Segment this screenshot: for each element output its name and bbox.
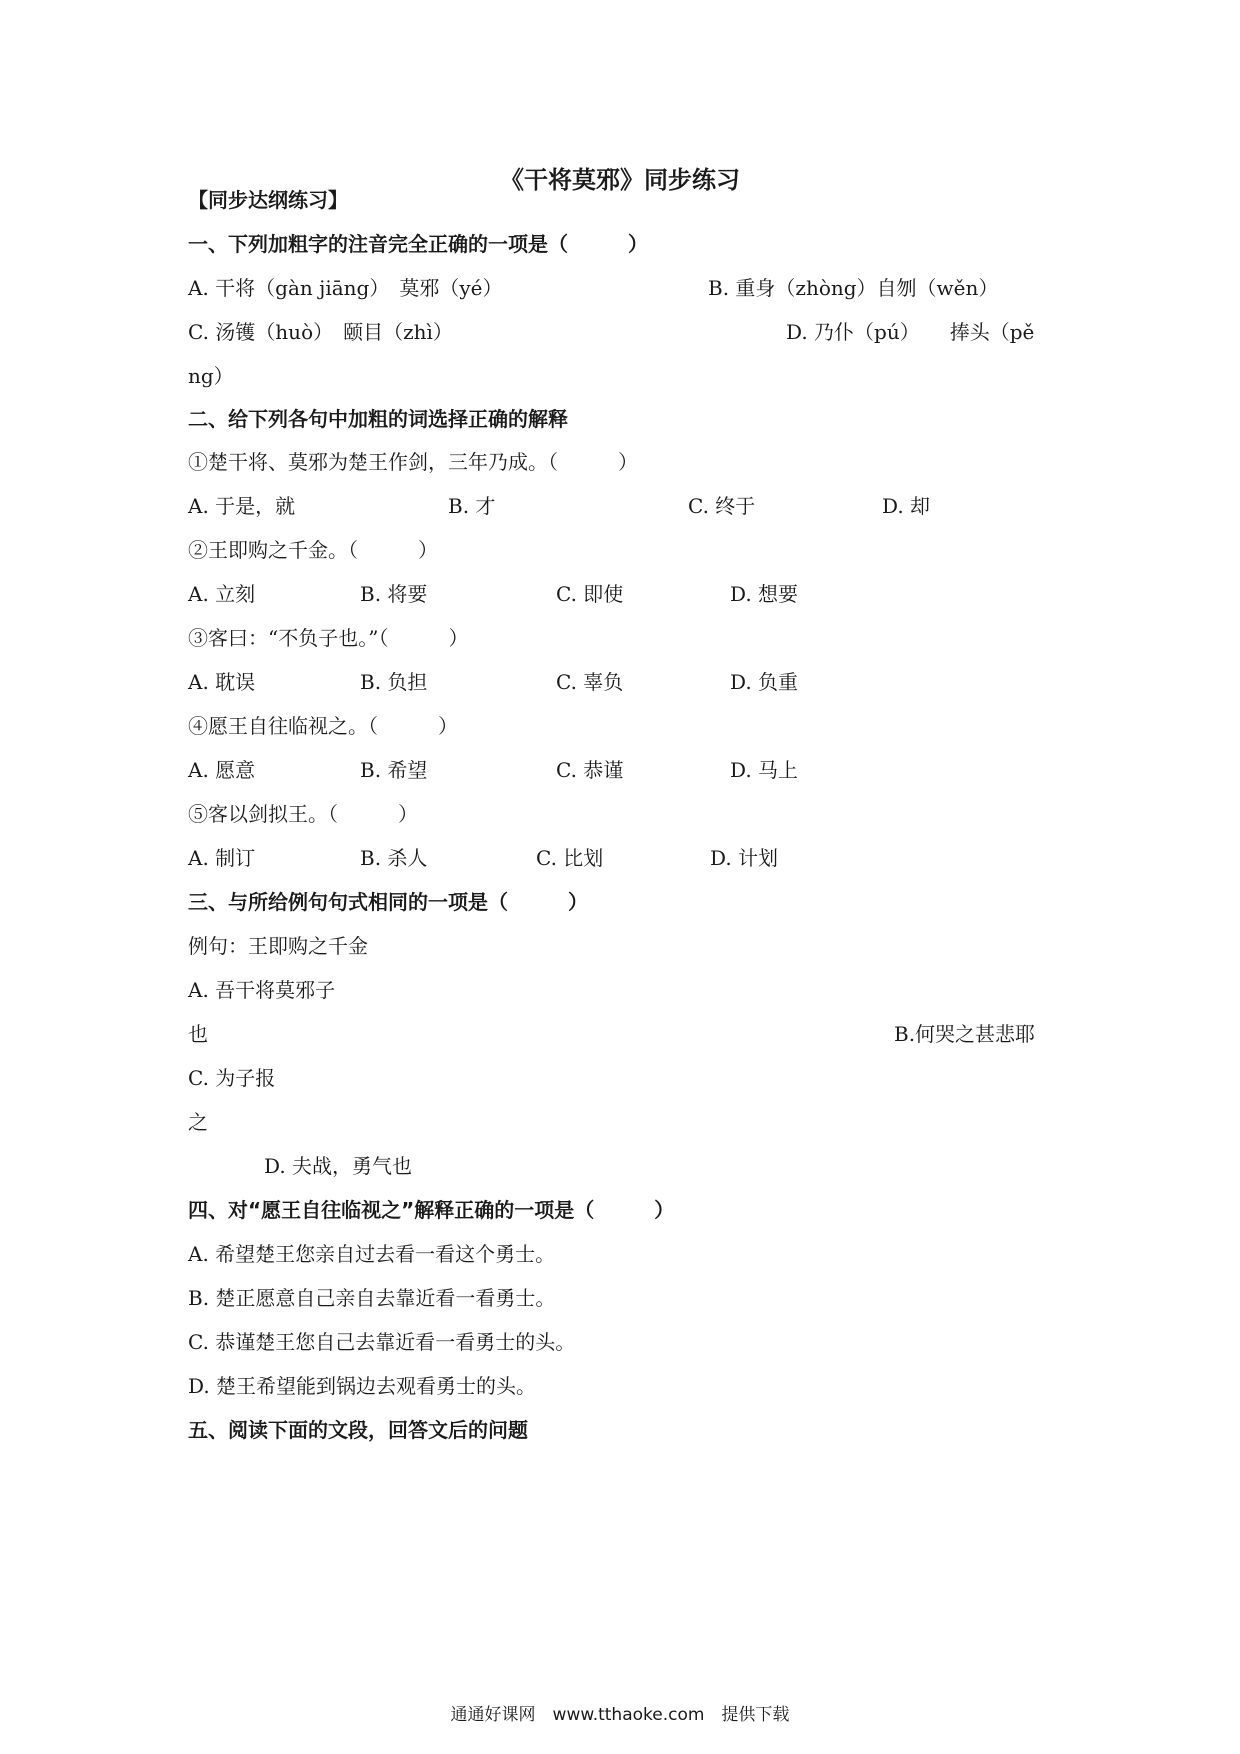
q1-option-c: C. 汤镬（huò） 颐目（zhì）: [188, 320, 453, 344]
q3-option-c: C. 为子报: [188, 1066, 276, 1090]
q2-item-3-option-d: D. 负重: [730, 670, 799, 694]
question-2-heading: 二、给下列各句中加粗的词选择正确的解释: [188, 407, 568, 431]
q1-option-a: A. 干将（gàn jiāng） 莫邪（yé）: [188, 276, 503, 300]
q2-item-4-option-a: A. 愿意: [188, 758, 256, 782]
q2-item-2-option-c: C. 即使: [556, 582, 624, 606]
q2-item-1-stem: ①楚干将、莫邪为楚王作剑，三年乃成。（ ）: [188, 450, 638, 474]
q3-option-b: B.何哭之甚悲耶: [894, 1022, 1036, 1046]
q4-option-c: C. 恭谨楚王您自己去靠近看一看勇士的头。: [188, 1330, 576, 1354]
q2-item-3-stem: ③客曰：“不负子也。”（ ）: [188, 626, 469, 650]
q1-option-d: D. 乃仆（pú） 捧头（pě: [786, 320, 1035, 344]
q2-item-5-option-a: A. 制订: [188, 846, 256, 870]
q2-item-1-option-a: A. 于是，就: [188, 494, 296, 518]
q2-item-4-stem: ④愿王自往临视之。（ ）: [188, 714, 458, 738]
q1-option-d-continued: ng）: [188, 364, 234, 388]
q2-item-5-stem: ⑤客以剑拟王。（ ）: [188, 802, 418, 826]
q2-item-1-option-d: D. 却: [882, 494, 931, 518]
question-4-heading: 四、对“愿王自往临视之”解释正确的一项是（ ）: [188, 1198, 675, 1222]
q2-item-2-option-a: A. 立刻: [188, 582, 256, 606]
q2-item-5-option-c: C. 比划: [536, 846, 604, 870]
q2-item-2-stem: ②王即购之千金。（ ）: [188, 538, 438, 562]
q4-option-d: D. 楚王希望能到锅边去观看勇士的头。: [188, 1374, 537, 1398]
q2-item-3-option-a: A. 耽误: [188, 670, 256, 694]
q4-option-b: B. 楚正愿意自己亲自去靠近看一看勇士。: [188, 1286, 556, 1310]
q2-item-4-option-d: D. 马上: [730, 758, 799, 782]
q2-item-3-option-b: B. 负担: [360, 670, 428, 694]
q2-item-1-option-c: C. 终于: [688, 494, 756, 518]
q2-item-3-option-c: C. 辜负: [556, 670, 624, 694]
page-title: 《干将莫邪》同步练习: [500, 166, 740, 194]
q3-option-d: D. 夫战，勇气也: [264, 1154, 413, 1178]
question-3-heading: 三、与所给例句句式相同的一项是（ ）: [188, 890, 588, 914]
q2-item-4-option-b: B. 希望: [360, 758, 428, 782]
question-5-heading: 五、阅读下面的文段，回答文后的问题: [188, 1418, 528, 1442]
q3-option-c-continued: 之: [188, 1110, 208, 1134]
q2-item-4-option-c: C. 恭谨: [556, 758, 624, 782]
q2-item-2-option-d: D. 想要: [730, 582, 799, 606]
q2-item-1-option-b: B. 才: [448, 494, 496, 518]
section-header: 【同步达纲练习】: [188, 188, 348, 212]
q1-option-b: B. 重身（zhòng）自刎（wěn）: [708, 276, 999, 300]
page-footer: 通通好课网 www.tthaoke.com 提供下载: [450, 1705, 790, 1725]
q2-item-5-option-d: D. 计划: [710, 846, 779, 870]
q2-item-5-option-b: B. 杀人: [360, 846, 428, 870]
q3-example: 例句：王即购之千金: [188, 934, 368, 958]
q3-option-a-continued: 也: [188, 1022, 208, 1046]
q3-option-a: A. 吾干将莫邪子: [188, 978, 336, 1002]
q2-item-2-option-b: B. 将要: [360, 582, 428, 606]
question-1-heading: 一、下列加粗字的注音完全正确的一项是（ ）: [188, 232, 648, 256]
q4-option-a: A. 希望楚王您亲自过去看一看这个勇士。: [188, 1242, 556, 1266]
